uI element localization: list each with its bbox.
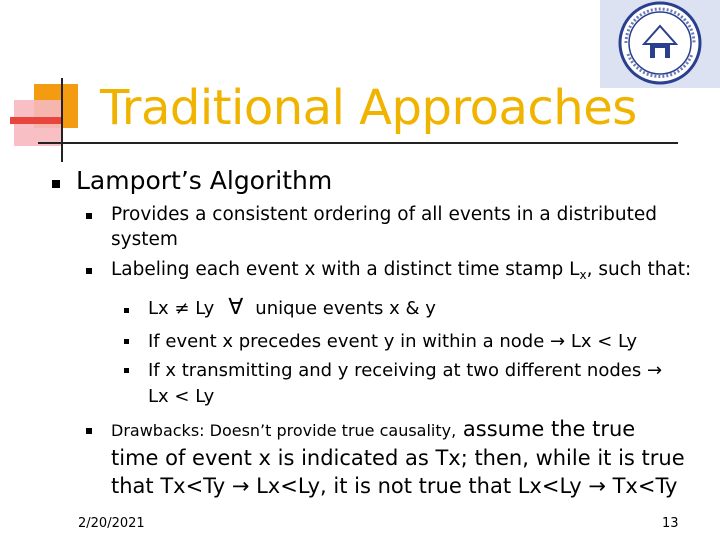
sub1-text (148, 293, 436, 323)
title-underline (38, 142, 678, 144)
bullet (124, 308, 129, 313)
drawbacks-line3: that Tx<Ty → Lx<Ly, it is not true that Lx<Ly → Tx<Ty (111, 474, 678, 498)
item2-main: Labeling each event x with a distinct time stamp L (111, 259, 580, 280)
slide-title: Traditional Approaches (100, 80, 637, 136)
university-logo (600, 0, 720, 88)
sub3-line1: If x transmitting and y receiving at two different nodes → (148, 360, 663, 381)
decor-vertical-line (61, 78, 63, 162)
drawbacks-assume: assume the true (456, 417, 636, 441)
footer-date: 2/20/2021 (78, 516, 145, 531)
item2-text (111, 257, 691, 288)
drawbacks-label: Drawbacks: Doesn’t provide true causality, (111, 421, 457, 440)
sub1-a: Lx ≠ Ly (148, 298, 215, 319)
item2-subscript: x (579, 268, 587, 282)
bullet (86, 428, 92, 434)
sub3-line2: Lx < Ly (148, 386, 215, 407)
bullet (124, 339, 129, 344)
sub2-text: If event x precedes event y in within a node → Lx < Ly (148, 331, 638, 352)
heading-lamport: Lamport’s Algorithm (76, 166, 333, 195)
drawbacks-line1 (111, 415, 635, 445)
bullet (86, 213, 92, 219)
item2-tail: , such that: (586, 259, 692, 280)
bullet (124, 368, 129, 373)
drawbacks-line2: time of event x is indicated as Tx; then, while it is true (111, 446, 685, 470)
decor-red-bar (10, 117, 62, 124)
forall-symbol: ∀ (228, 295, 244, 320)
item1-line2: system (111, 229, 178, 250)
item1-line1: Provides a consistent ordering of all events in a distributed (111, 204, 657, 225)
page-number: 13 (662, 516, 679, 531)
bullet (86, 268, 92, 274)
bullet (52, 180, 60, 188)
university-seal-logo-icon (614, 0, 706, 86)
sub1-b: unique events x & y (255, 298, 436, 319)
